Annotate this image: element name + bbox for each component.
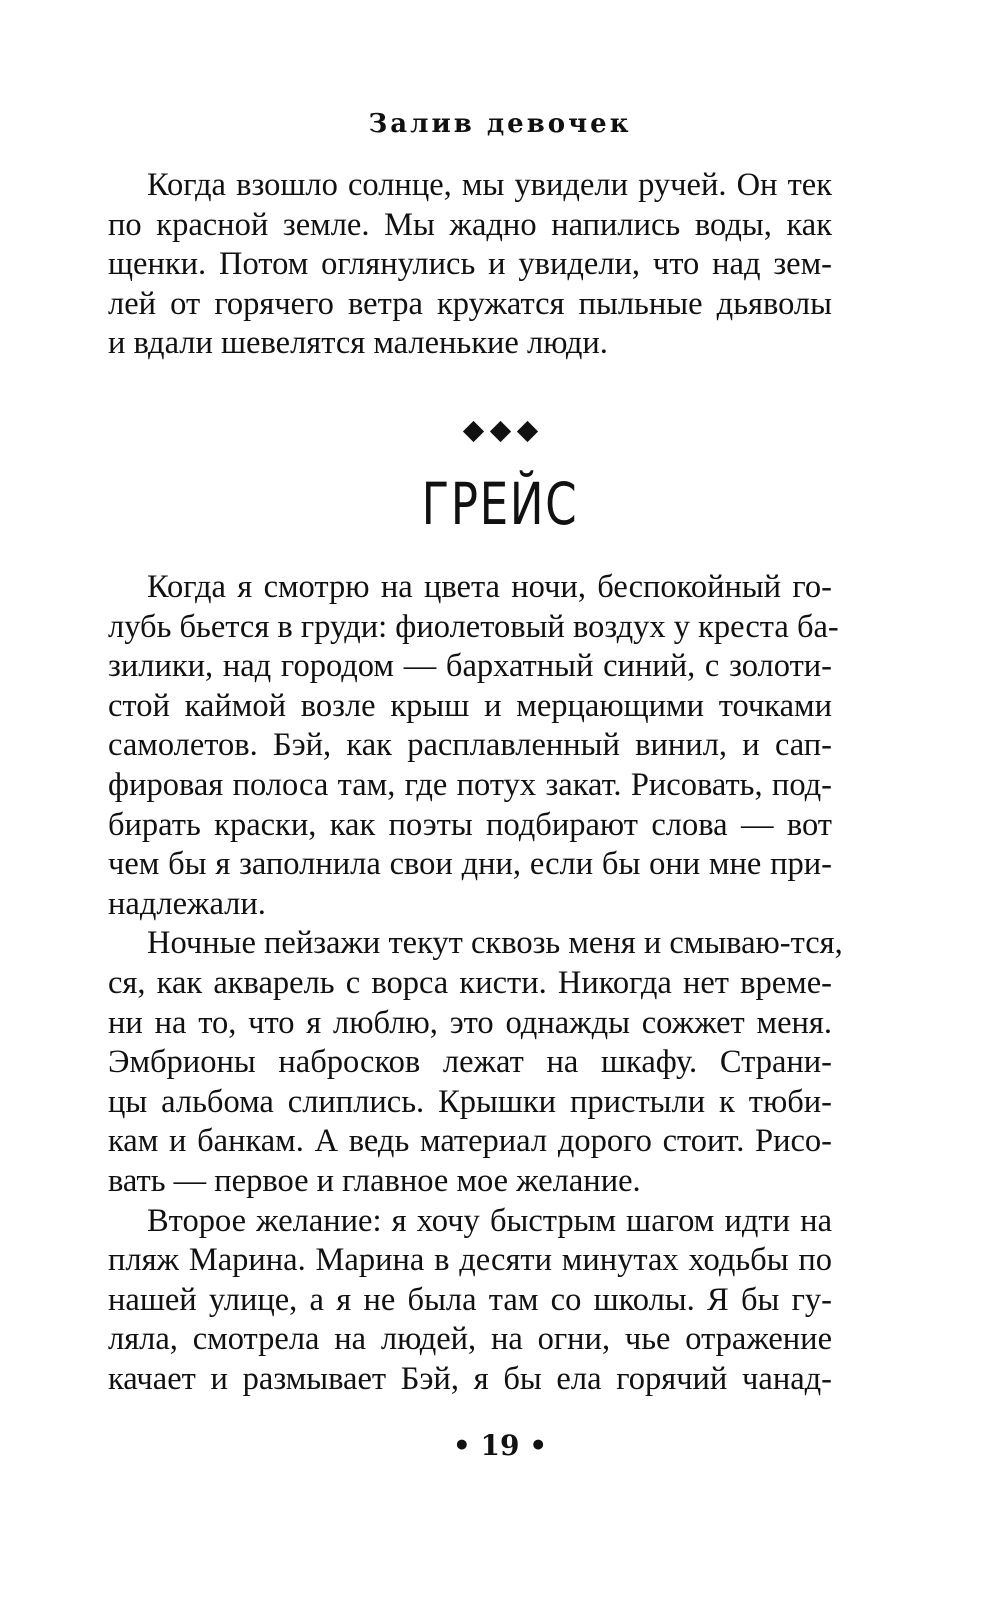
section-break-ornament (0, 424, 1000, 439)
text-line: Когда я смотрю на цвета ночи, беспокойный го- (147, 569, 832, 605)
diamond-icon (516, 421, 537, 442)
text-line: и вдали шевелятся маленькие люди. (108, 325, 608, 362)
text-line: ляла, смотрела на людей, на огни, чье отражение (108, 1321, 832, 1358)
text-line: Ночные пейзажи текут сквозь меня и смываю-тся, (147, 925, 843, 962)
text-line: зилики, над городом — бархатный синий, с золоти- (108, 648, 832, 685)
text-line: стой каймой возле крыш и мерцающими точками (108, 687, 832, 724)
page-number: • 19 • (452, 1429, 548, 1462)
text-line: ся, как акварель с ворса кисти. Никогда нет време- (108, 964, 832, 1001)
text-line: фировая полоса там, где потух закат. Рисовать, под- (108, 766, 832, 803)
text-line: Второе желание: я хочу быстрым шагом идти на (147, 1202, 832, 1239)
text-line: ни на то, что я люблю, это однажды сожжет меня. (108, 1004, 832, 1041)
text-line: лей от горячего ветра кружатся пыльные дьяволы (108, 285, 832, 322)
chapter-title: ГРЕЙС (421, 470, 579, 538)
text-line: цы альбома слиплись. Крышки пристыли к тюби- (108, 1083, 832, 1120)
diamond-icon (462, 421, 483, 442)
text-line: Эмбрионы набросков лежат на шкафу. Страни- (108, 1044, 832, 1081)
text-line: самолетов. Бэй, как расплавленный винил, и сап- (108, 727, 832, 764)
text-line: нашей улице, а я не была там со школы. Я бы гу- (108, 1281, 832, 1318)
diamond-icon (489, 421, 510, 442)
text-line: по красной земле. Мы жадно напились воды, как (108, 206, 832, 243)
chapter-body (108, 568, 843, 1399)
text-line: кам и банкам. А ведь материал дорого стоит. Рисо- (108, 1123, 832, 1160)
text-line: качает и размывает Бэй, я бы ела горячий чанад- (108, 1360, 832, 1397)
text-line: бирать краски, как поэты подбирают слова — вот (108, 806, 832, 843)
text-line: лубь бьется в груди: фиолетовый воздух у креста ба- (108, 608, 839, 645)
text-line: щенки. Потом оглянулись и увидели, что над зем- (108, 246, 832, 283)
paragraph-stream-ending (108, 166, 832, 364)
running-header: Залив девочек (368, 109, 632, 139)
text-line: вать — первое и главное мое желание. (108, 1162, 641, 1199)
text-line: чем бы я заполнила свои дни, если бы они мне при- (108, 846, 832, 883)
text-line: пляж Марина. Марина в десяти минутах ходьбы по (108, 1242, 832, 1279)
text-line: надлежали. (108, 885, 266, 922)
text-line: Когда взошло солнце, мы увидели ручей. Он тек (147, 167, 832, 203)
